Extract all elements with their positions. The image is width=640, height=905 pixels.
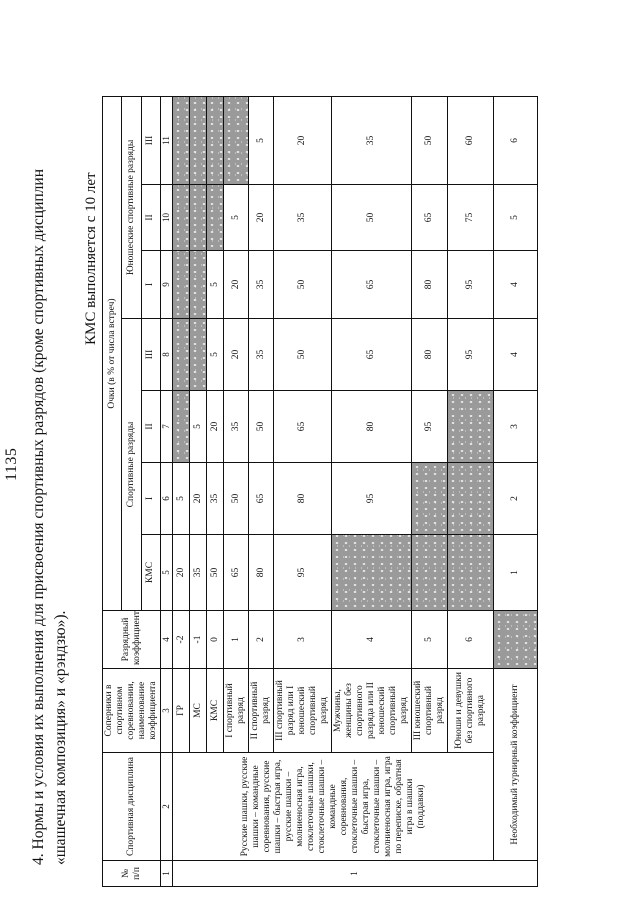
final-value-cell: 3 xyxy=(494,391,538,463)
score-cell xyxy=(448,463,494,535)
score-cell xyxy=(448,535,494,611)
score-cell xyxy=(190,96,207,184)
final-value-cell: 5 xyxy=(494,185,538,251)
score-cell xyxy=(224,96,249,184)
score-cell xyxy=(190,185,207,251)
opponent-cell: I спортивный разряд xyxy=(224,669,249,753)
score-cell: 95 xyxy=(332,463,412,535)
final-row-label: Необходимый турнирный коэффициент xyxy=(494,669,538,861)
column-number: 6 xyxy=(161,463,173,535)
norms-table xyxy=(102,96,538,887)
score-cell: 75 xyxy=(448,185,494,251)
score-cell: 65 xyxy=(249,463,274,535)
coefficient-cell: 0 xyxy=(207,611,224,669)
coefficient-cell: 2 xyxy=(249,611,274,669)
score-cell: 35 xyxy=(332,96,412,184)
score-cell: 50 xyxy=(332,185,412,251)
table-row xyxy=(173,96,190,886)
score-cell: 95 xyxy=(274,535,332,611)
opponent-cell: III юношеский спортивный разряд xyxy=(412,669,448,753)
score-cell: 60 xyxy=(448,96,494,184)
score-cell: 5 xyxy=(224,185,249,251)
discipline-cell: Русские шашки, русские шашки – командные соревнования, русские шашки – быстрая игра, русские шашки – молниеносная игра, стоклеточные шашки, стоклеточные шашки – командные соревнования, стоклеточные шашки – быстрая игра, стоклеточные шашки – молниеносная игра, игра по переписке, обратная игра в шашки (поддавки) xyxy=(173,753,494,861)
column-number: 2 xyxy=(161,753,173,861)
column-numbers-row xyxy=(161,96,173,886)
column-number: 8 xyxy=(161,319,173,391)
header-rank-2: II xyxy=(141,391,160,463)
final-value-cell: 6 xyxy=(494,96,538,184)
final-value-cell: 4 xyxy=(494,319,538,391)
opponent-cell: ГР xyxy=(173,669,190,753)
score-cell xyxy=(448,391,494,463)
kms-age-note: КМС выполняется с 10 лет xyxy=(83,172,99,345)
score-cell: 5 xyxy=(249,96,274,184)
column-number: 4 xyxy=(161,611,173,669)
final-value-cell: 2 xyxy=(494,463,538,535)
table-body xyxy=(103,96,538,886)
score-cell: 20 xyxy=(224,319,249,391)
column-number: 11 xyxy=(161,96,173,184)
opponent-cell: МС xyxy=(190,669,207,753)
score-cell: 5 xyxy=(207,319,224,391)
score-cell: 20 xyxy=(274,96,332,184)
header-rank-3: III xyxy=(141,319,160,391)
coefficient-cell: 6 xyxy=(448,611,494,669)
score-cell xyxy=(412,535,448,611)
score-cell xyxy=(412,463,448,535)
score-cell xyxy=(332,535,412,611)
score-cell xyxy=(190,319,207,391)
score-cell: 50 xyxy=(274,319,332,391)
score-cell xyxy=(190,251,207,319)
score-cell: 20 xyxy=(173,535,190,611)
score-cell: 80 xyxy=(274,463,332,535)
column-number: 5 xyxy=(161,535,173,611)
column-number: 10 xyxy=(161,185,173,251)
score-cell xyxy=(173,185,190,251)
score-cell: 80 xyxy=(332,391,412,463)
score-cell xyxy=(173,251,190,319)
score-cell: 50 xyxy=(207,535,224,611)
score-cell: 35 xyxy=(274,185,332,251)
score-cell: 20 xyxy=(224,251,249,319)
score-cell xyxy=(207,96,224,184)
header-rank-1: I xyxy=(141,463,160,535)
section-heading: 4. Нормы и условия их выполнения для присвоения спортивных разрядов (кроме спортивных дисциплин «шашечная композиция» и «рэндзю»). xyxy=(30,168,69,865)
score-cell: 80 xyxy=(412,319,448,391)
page-number: 1135 xyxy=(3,447,20,481)
final-value-cell: 4 xyxy=(494,251,538,319)
final-row-blank xyxy=(494,611,538,669)
score-cell: 20 xyxy=(207,391,224,463)
score-cell: 35 xyxy=(190,535,207,611)
score-cell: 5 xyxy=(190,391,207,463)
header-num: № п/п xyxy=(103,861,161,887)
norms-table-wrap xyxy=(102,117,538,887)
score-cell xyxy=(173,96,190,184)
score-cell: 80 xyxy=(412,251,448,319)
opponent-cell: Юноши и девушки без спортивного разряда xyxy=(448,669,494,753)
column-number: 1 xyxy=(161,861,173,887)
score-cell: 35 xyxy=(224,391,249,463)
score-cell: 95 xyxy=(448,251,494,319)
coefficient-cell: 3 xyxy=(274,611,332,669)
score-cell: 35 xyxy=(207,463,224,535)
score-cell: 50 xyxy=(249,391,274,463)
score-cell: 20 xyxy=(249,185,274,251)
score-cell: 20 xyxy=(190,463,207,535)
row-num-cell: 1 xyxy=(173,861,538,887)
header-youth-ranks: Юношеские спортивные разряды xyxy=(122,96,141,318)
header-opponents: Соперники в спортивном соревновании, наименование коэффициента xyxy=(103,669,161,753)
header-youth-3: III xyxy=(141,96,160,184)
score-cell: 65 xyxy=(274,391,332,463)
header-coefficient: Разрядный коэффициент xyxy=(103,611,161,669)
score-cell: 50 xyxy=(224,463,249,535)
column-number: 9 xyxy=(161,251,173,319)
opponent-cell: КМС xyxy=(207,669,224,753)
header-youth-2: II xyxy=(141,185,160,251)
column-number: 7 xyxy=(161,391,173,463)
score-cell: 65 xyxy=(412,185,448,251)
opponent-cell: II спортивный разряд xyxy=(249,669,274,753)
score-cell xyxy=(207,185,224,251)
score-cell: 50 xyxy=(274,251,332,319)
score-cell: 95 xyxy=(448,319,494,391)
header-kms: КМС xyxy=(141,535,160,611)
final-value-cell: 1 xyxy=(494,535,538,611)
score-cell: 95 xyxy=(412,391,448,463)
header-discipline: Спортивная дисциплина xyxy=(103,753,161,861)
final-row xyxy=(494,96,538,886)
header-sport-ranks: Спортивные разряды xyxy=(122,319,141,611)
coefficient-cell: -2 xyxy=(173,611,190,669)
column-number: 3 xyxy=(161,669,173,753)
score-cell: 50 xyxy=(412,96,448,184)
opponent-cell: Мужчины, женщины без спортивного разряда или II юношеский спортивный разряд xyxy=(332,669,412,753)
coefficient-cell: 1 xyxy=(224,611,249,669)
score-cell: 80 xyxy=(249,535,274,611)
header-scores-group: Очки (в % от числа встреч) xyxy=(103,96,122,610)
score-cell: 65 xyxy=(332,319,412,391)
score-cell xyxy=(173,391,190,463)
score-cell xyxy=(173,319,190,391)
score-cell: 5 xyxy=(207,251,224,319)
coefficient-cell: -1 xyxy=(190,611,207,669)
coefficient-cell: 4 xyxy=(332,611,412,669)
score-cell: 65 xyxy=(332,251,412,319)
score-cell: 65 xyxy=(224,535,249,611)
score-cell: 35 xyxy=(249,319,274,391)
opponent-cell: III спортивный разряд или I юношеский спортивный разряд xyxy=(274,669,332,753)
coefficient-cell: 5 xyxy=(412,611,448,669)
score-cell: 35 xyxy=(249,251,274,319)
score-cell: 5 xyxy=(173,463,190,535)
header-youth-1: I xyxy=(141,251,160,319)
header-row-1 xyxy=(103,96,122,886)
